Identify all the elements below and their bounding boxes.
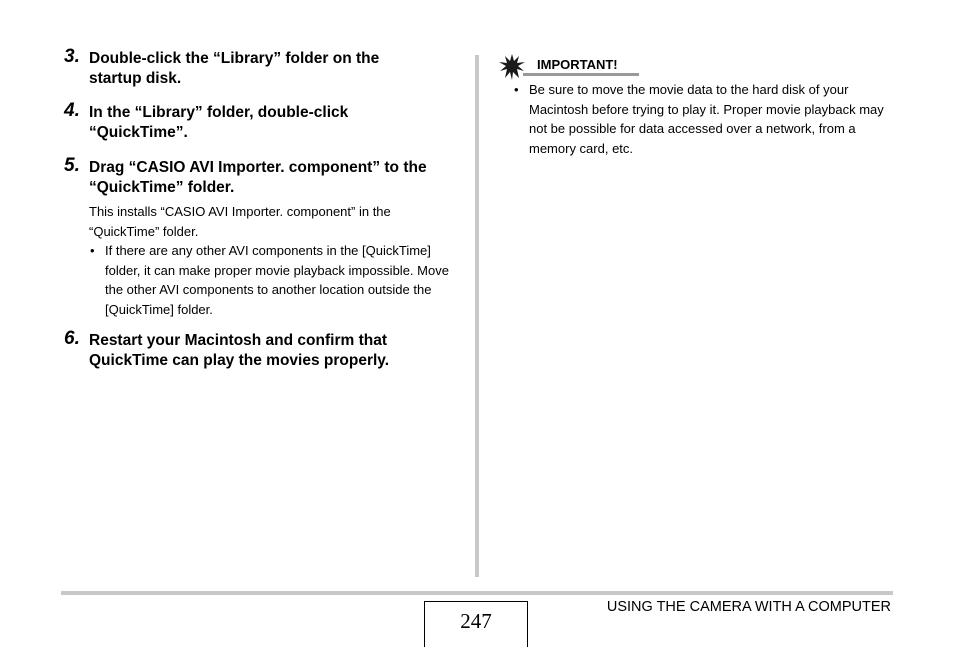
step-title: Double-click the “Library” folder on the startup disk. <box>89 50 380 87</box>
step-3 <box>64 46 464 89</box>
step-4 <box>64 100 464 143</box>
page-number: 247 <box>424 601 528 647</box>
step-description: This installs “CASIO AVI Importer. component” in the “QuickTime” folder. <box>89 204 391 239</box>
important-header <box>499 54 889 78</box>
step-number: 5. <box>64 155 80 176</box>
important-list <box>513 80 889 158</box>
step-title: Drag “CASIO AVI Importer. component” to the “QuickTime” folder. <box>89 159 427 196</box>
section-title: USING THE CAMERA WITH A COMPUTER <box>606 599 891 615</box>
list-item <box>513 80 889 158</box>
bullet-icon: • <box>514 82 519 97</box>
step-5 <box>64 155 464 319</box>
important-note <box>499 54 889 158</box>
starburst-icon <box>499 54 525 80</box>
step-6 <box>64 328 464 371</box>
important-underline <box>523 73 639 76</box>
step-number: 6. <box>64 328 80 349</box>
footer-rule <box>61 591 893 595</box>
step-title: In the “Library” folder, double-click “QuickTime”. <box>89 104 349 141</box>
bullet-text: Be sure to move the movie data to the hard disk of your Macintosh before trying to play it. Proper movie playback may not be possible for data accessed over a network, from a memory card, etc. <box>529 82 884 156</box>
column-divider <box>475 55 479 577</box>
step-title: Restart your Macintosh and confirm that QuickTime can play the movies properly. <box>89 332 390 369</box>
step-number: 4. <box>64 100 80 121</box>
important-label: IMPORTANT! <box>537 57 618 72</box>
step-number: 3. <box>64 46 80 67</box>
list-item <box>89 241 455 319</box>
bullet-icon: • <box>90 243 95 258</box>
bullet-text: If there are any other AVI components in the [QuickTime] folder, it can make proper movie playback impossible. Move the other AVI components to another location outside the [QuickTime] folder. <box>105 243 449 317</box>
